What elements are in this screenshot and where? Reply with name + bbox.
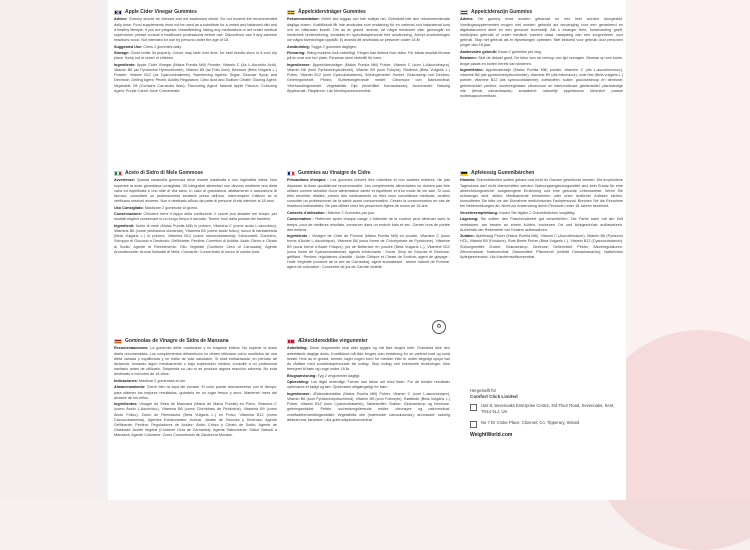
website-link[interactable]: WeightWorld.com (470, 431, 513, 438)
storage-text: Stäng burkens lock ordentligt. Färgen kan blekna över tiden. För bästa resultat förvara på en sval och torr plats. Förvaras utom räckhåll för barn. (287, 51, 450, 61)
use-label: Suggested Use: (114, 44, 143, 49)
use-text: Kauw 2 gummies per dag. (498, 49, 542, 54)
ingredients-text: Apfelessig Pulver (Malus Pumila Mill), Vitamin C (Ascorbinsäure), Vitamin B6 (Pyridoxin HCl), Vitamin B9 (Folsäure), Rote Beete Pulver (Beta Vulgaris L.), Vitamin B12 (Cyanocobalamin); Süßungsmittel: Zucker, Glukosesirup, Dextrose; Geliermittel: Pektin; Säureregulatoren: Zitronensäure, Natriumcitrat; Glasurmittel: Pflanzenöl (enthält Carnaubawachs); Natürliches Apfelgeschmack; Lila Karottensaftkonzentrat. (460, 234, 624, 259)
section-title: Aceto di Sidro di Mele Gommose (125, 170, 204, 176)
use-text: Mâcher 2 Gummies par jour. (327, 210, 376, 215)
section-swedish (287, 9, 450, 95)
advice-text: De gummy moet worden gekauwd en niet heel worden doorgeslikt. Voedingssupplementen mogen niet worden gebruikt als vervanging voor een gevarieerd en afgebalanceerd dieet en een gezonde levensstijl. Als u zwanger bent, borstvoeding geeft, medicijnen gebruikt of onder medisch toezicht staat, raadpleeg dan een zorgverlener voor gebruik. Stop het gebruik als er bijwerkingen optreden. Niet bedoeld voor gebruik door personen jonger dan 18 jaar. (460, 17, 623, 48)
storage-label: Lagerung: (460, 217, 479, 222)
germany-flag-icon (460, 171, 468, 176)
france-flag-icon (287, 171, 295, 176)
advice-text: Questa caramella gommosa deve essere masticata e non inghiottita intera. Non superare la dose giornaliera consigliata. Gli integratori alimentari non devono sostituire una dieta varia ed equilibrata e uno stile di vita sano. In caso di gravidanza, allattamento o assunzione di farmaci, consultare un professionista sanitario prima dell'uso. Interrompere l'utilizzo se si verificano reazioni avverse. Non è destinato all'uso da parte di persone di età inferiore ai 18 anni. (114, 178, 277, 204)
storage-label: Almacenamiento: (114, 385, 146, 390)
storage-text: Close bottle lid properly. Colour may fade over time, for best results store in a cool dry place. Keep out of reach of children. (114, 51, 277, 61)
section-title: Apfelessig Gummibärchen (471, 170, 535, 176)
use-label: Uso Consigliato: (114, 205, 144, 210)
italy-flag-icon (114, 171, 122, 176)
eu-factory-icon (470, 421, 477, 428)
section-dutch (460, 9, 623, 101)
ingredients-label: Ingredienser: (287, 62, 311, 67)
section-spanish (114, 338, 277, 440)
storage-text: Chiudere bene il tappo della confezione. Il colore può sbiadire nel tempo; per risultati migliori conservare in un luogo fresco e asciutto. Tenere fuori dalla portata dei bambini. (114, 212, 277, 222)
advice-label: Anbefaling: (287, 346, 308, 351)
page-left-margin (0, 0, 106, 500)
storage-label: Conservation : (287, 217, 314, 222)
denmark-flag-icon (287, 339, 295, 344)
ingredients-label: Zutaten: (460, 234, 475, 239)
uk-flag-icon (114, 10, 122, 15)
storage-text: Sluit de deksel goed. De kleur kan na verloop van tijd vervagen. Bewaar op een koele, droge plaats en buiten bereik van kinderen. (460, 56, 624, 66)
storage-text: Luk låget ordentligt. Farven kan falme set med tiden. For de bedste resultater opbevares et køligt og tørt. Opbevares utilgængeligt for børn. (287, 380, 451, 390)
ingredients-label: Ingrediënten: (460, 68, 484, 73)
use-label: Verzehrsempfehlung: (460, 210, 499, 215)
advice-text: Gummibärchen sollten gekaut und nicht im Ganzen geschluckt werden. Die empfohlene Tagesdosis darf nicht überschritten werden. Nahrungsergänzungsmittel sind kein Ersatz für eine abwechslungsreiche, ausgewogene Ernährung und eine gesunde Lebensweise. Wenn Sie schwanger sind, stillen, Medikamente einnehmen oder unter ärztlicher Aufsicht stehen, konsultieren Sie bitte vor der Einnahme medizinisches Fachpersonal. Brechen Sie die Einnahme bei Nebenwirkungen ab. Nicht zur Anwendung durch Personen unter 18 Jahren bestimmt. (460, 178, 623, 209)
ingredients-label: Ingrédients : (287, 234, 311, 239)
advice-text: Gummy should be chewed and not swallowed whole. Do not exceed the recommended daily dose. Food supplements must not be used as a substitute for a varied and balanced diet and a healthy lifestyle. If you are pregnant, breastfeeding, taking any medications or are under medical supervision, please consult a healthcare professional before use. Discontinue use if any adverse reactions occur. Not intended for use by persons under the age of 18. (114, 17, 278, 43)
section-title: Apple Cider Vinegar Gummies (125, 9, 197, 15)
ingredients-label: Ingredientes: (114, 402, 138, 407)
ingredients-text: Aceto di mele (Malus Pumila Mill) in polvere, Vitamina C (come acido L-ascorbico), Vitamina B6 (come piridossina cloridrato), Vitamina B9 (come acido folico), succo di barbabietola (Beta Vulgaris L.) in polvere, Vitamina B12 (come cianocobalamina); Edulcoranti: Zucchero, Sciroppo di Glucosio e Destrosio; Gelificante: Pectina; Correttori di Acidità: Acido Citrico e Citrato di Sodio; Agente di Rivestimento: Olio Vegetale (Contiene Cera di Carnauba); Agente Aromatizzante: Aroma Naturale di Mela; Colorante: Concentrato di succo di carota viola. (114, 223, 277, 254)
use-label: Indicaciones: (114, 378, 138, 383)
uk-address: Unit 8, Sevenoaks Enterprise Centre, 3rd Floor Road, Sevenoaks, Kent, TN14 5LJ, UK (481, 403, 615, 415)
section-german (460, 170, 623, 262)
section-title: Gummies au Vinaigre de Cidre (298, 170, 371, 176)
use-text: Tyg 2 vingummier dagligt. (317, 373, 361, 378)
storage-label: Förvaring: (287, 51, 306, 56)
ingredients-text: Appelciderazijn (Malus Pumila Mill) poeder, vitamine C (als L-ascorbinezuur), vitamine B6 (als pyridoxinehydrochloride), vitamine B9 (als foliumzuur), rode biet (Beta vulgaris L.) poeder, vitamine B12 (als cyanocobalamine); zoetstoffen: suiker, glucosestroop en dextrose; geleermiddel: pectine; zuurteregelaars: citroenzuur en natriumcitraat; glansmiddel: plantaardige olie (bevat carnaubawas); smaakstof: natuurlijk appelaroma; kleurstof: paarse wortelsapconcentraat. (460, 68, 623, 98)
ingredients-text: Vinaigre de Cidre de Pomme (Malus Pumila Mill) en poudre, Vitamine C (sous forme d'Acide L-Ascorbique), Vitamine B6 (sous forme de Chlorhydrate de Pyridoxine), Vitamine B9 (sous forme d'Acide Folique), jus de Betterave en poudre (Beta Vulgaris L.), Vitamine B12 (sous forme de Cyanocobalamine); agents édulcorants : Sucre, Sirop de Glucose et Dextrose; gélifiant : Pectine; régulateurs d'acidité : Acide Citrique et Citrate de Sodium; agent de glaçage : Huile Végétale (contient de la cire de Carnauba); agent aromatisant : arôme naturel de Pomme; agent de coloration : Concentré de jus de Carotte violette. (287, 234, 451, 270)
recycle-icon: ♻ (432, 320, 446, 334)
use-label: Aanbevolen gebruik: (460, 49, 498, 54)
use-text: Masticar 2 gominolas al día. (139, 378, 186, 383)
advice-text: La gominola debe masticarse y no tragarse entera. No superar la dosis diaria recomendada. Los complementos alimenticios no deben utilizarse como sustitutos de una dieta variada y equilibrada y un estilo de vida saludable. Si está embarazada, en período de lactancia, tomando algún medicamento o bajo supervisión médica, consulte a un profesional sanitario antes de utilizarlo. Suspenda su uso si se produce alguna reacción adversa. No está destinado a menores de 18 años. (114, 346, 277, 377)
advice-text: Gelén ska tuggas och inte sväljas hel. Överskrid inte den rekommenderade dagliga dosen. Kosttillskott får inte användas som ersättning för en varierad och balanserad kost och en hälsosam livsstil. Om du är gravid, ammar, tar några mediciner eller genomgår en medicinsk undersökning, kontakta en sjukvårdspersonal före användning. Avbryt användningen om några biverkningar uppstår. Ej avsedd att användas av personer under 18 år. (287, 17, 451, 43)
storage-label: Storage: (114, 51, 130, 56)
advice-label: Advice: (114, 17, 128, 22)
sweden-flag-icon (287, 10, 295, 15)
ingredients-label: Ingredienser: (287, 391, 311, 396)
advice-text: Disse vingummier skal altid tygges og må ikke sluges hele. Overskrid ikke den anbefalede daglige dosis. Kosttilskud må ikke bruges som erstatning for en varieret kost og sund livsstil. Hvis du er gravid, ammer, tager nogen form for medicin eller er under lægeligt opsyn bør du rådføre med sundhedspersonale før indtag. Stop indtag ved eventuelle bivirkninger. Ikke beregnet til børn og unge under 18 år. (287, 346, 450, 372)
use-text: Chew 2 gummies daily. (143, 44, 182, 49)
section-title: Äppelcidervinäger Gummies (298, 9, 366, 15)
manufacturer-heading-line1: Hergestellt für (470, 388, 497, 393)
ingredients-text: Apple Cider Vinegar (Malus Pumila Mill) Powder, Vitamin C (As L-Ascorbic Acid), Vitamin B6 (as Pyridoxine Hydrochloride), Vitamin B9 (as Folic Acid), Beetroot (Beta Vulgaris L.) Powder, Vitamin B12 (as Cyanocobalamin), Sweetening Agents: Sugar, Glucose Syrup and Dextrose; Gelling Agent: Pectin; Acidity Regulators: Citric Acid and Sodium Citrate; Glazing Agent: Vegetable Oil (Contains Carnauba Wax); Flavouring Agent: Natural Apple Flavour; Colouring Agent: Purple Carrot Juice Concentrate. (114, 62, 277, 93)
section-title: Gominolas de Vinagre de Sidra de Manzana (125, 338, 229, 344)
section-italian (114, 170, 277, 256)
advice-label: Rekommendation: (287, 17, 320, 22)
ingredients-text: Æblecidereddike (Malus Pumila Mill) Pulver, Vitamin C (som L-ascorbinsyre), Vitamin B6 (som Pyridoxinhydrochlorid), Vitamin B9 (som Folinsyre), Rødbede (Beta Vulgaris L.) Pulver, Vitamin B12 (som Cyanocobalamin), Sødestoffer: Sukker, Glukosesirup og Dextrose, geleringsmiddel: Pektin, surhedsregulerende midler: citronsyre og natriumcitrat; overfladebehandlingsmiddel: Vegetabilsk olie (indeholder carnaubavoks); aromastof: naturlig æblearoma; farvestof: Lilla gulerodsjuicekoncentrat. (287, 391, 450, 422)
storage-text: Refermer après chaque usage. L'intensité de la couleur peut diminuer avec le temps, pour de meilleurs résultats, conserver dans un endroit frais et sec. Garder hors de portée des enfants. (287, 217, 450, 232)
storage-label: Conservazione: (114, 212, 142, 217)
storage-text: Cierre bien la tapa del envase. El color puede desvanecerse con el tiempo; para obtener los mejores resultados, guárdelo en un lugar fresco y seco. Mantener fuera del alcance de los niños. (114, 385, 277, 400)
manufacturer-info (470, 388, 620, 439)
use-label: Conseils d'utilisation : (287, 210, 327, 215)
use-text: Tugga 2 gummies dagligen. (310, 44, 358, 49)
use-text: Masticare 2 gommose al giorno. (144, 205, 199, 210)
ingredients-label: Ingredients: (114, 62, 136, 67)
ie-address: No 7 Dr Croke Place, Clonmel, Co. Tipperary, Ireland (481, 419, 580, 425)
advice-label: Advies: (460, 17, 474, 22)
section-title: Appelciderazijn Gummies (471, 9, 533, 15)
section-french (287, 170, 450, 272)
use-label: Användning: (287, 44, 310, 49)
use-label: Brugsanvisning: (287, 373, 317, 378)
page-right-margin (626, 0, 750, 500)
advice-label: Précautions d'emploi : (287, 178, 329, 183)
ingredients-label: Ingredienti: (114, 223, 135, 228)
advice-text: Les gommes doivent être mâchées et non avalées entières. Ne pas dépasser la dose quotidienne recommandée. Les compléments alimentaires ne doivent pas être utilisés comme substitut d'une alimentation variée et équilibrée et d'un mode de vie sain. Si vous êtes enceinte, allaitez, prenez des médicaments ou êtes sous surveillance médicale, veuillez consulter un professionnel de la santé avant consommation. Cesser la consommation en cas de réactions indésirables. Ne pas utiliser chez les personnes âgées de moins de 18 ans. (287, 178, 450, 209)
section-danish (287, 338, 450, 424)
storage-text: Sie sollten den Flaschendeckel gut verschließen. Die Farbe kann mit der Zeit verblassen, am besten an einem kühlen, trockenen Ort und lichtgeschützt aufbewahren. Außerhalb der Reichweite von Kindern aufbewahren. (460, 217, 623, 232)
netherlands-flag-icon (460, 10, 468, 15)
storage-label: Bewaren: (460, 56, 477, 61)
uk-factory-icon (470, 404, 477, 411)
ingredients-text: Äppelcidervinäger (Malus Pumila Mill) Pulver, Vitamin C (som L-Askorbinsyra), Vitamin B6 (som Pyridoxinhydroklorid), Vitamin B9 (som Folsyra), Rödbeta (Beta Vulgaris L.) Pulver, Vitamin B12 (som Cyanokobalamin); Sötningsmedel: Socker, Glukossirap och Dextros; Geleringsmedel: Pektin; Surhetsreglerande medel: Citronsyra och Natriumcitrat; Ytbehandlingsmedel: Vegetabilisk Olja (Innehåller Karnaubavax); Arommedel: Naturlig Äpplesmak; Färgämne: Lila Morotsjuicekoncentrat. (287, 62, 450, 93)
storage-label: Opbevaring: (287, 380, 310, 385)
ingredients-text: Vinagre de Sidra de Manzana (Malus de Malus Pumila) en Polvo, Vitamina C (como Ácido L-Ascórbico), Vitamina B6 (como Clorhidrato de Piridoxina), Vitamina B9 (como Ácido Fólico), Zumo de Remolacha (Beta Vulgaris L.) en Polvo, Vitamina B12 (como Cianocobalamina), Agentes Edulcorantes: Azúcar, Jarabe de Glucosa y Dextrosa; Agente Gelificante: Pectina; Reguladores de Acidez: Ácido Cítrico y Citrato de Sodio; Agente de Glaseado: Aceite Vegetal (Contiene Cera de Carnauba); Agente Saborizante: Sabor Natural a Manzana; Agente Colorante: Zumo Concentrado de Zanahoria Morada. (114, 402, 277, 438)
section-title: Æblecidereddike vingummier (298, 338, 368, 344)
manufacturer-name: Comfort Click Limited (470, 394, 518, 400)
use-text: Kauen Sie täglich 2 Gummibärchen sorgfältig. (499, 210, 576, 215)
advice-label: Recomendaciones: (114, 346, 149, 351)
advice-label: Hinweis: (460, 178, 476, 183)
section-english (114, 9, 277, 95)
advice-label: Avvertenze: (114, 178, 136, 183)
spain-flag-icon (114, 339, 122, 344)
